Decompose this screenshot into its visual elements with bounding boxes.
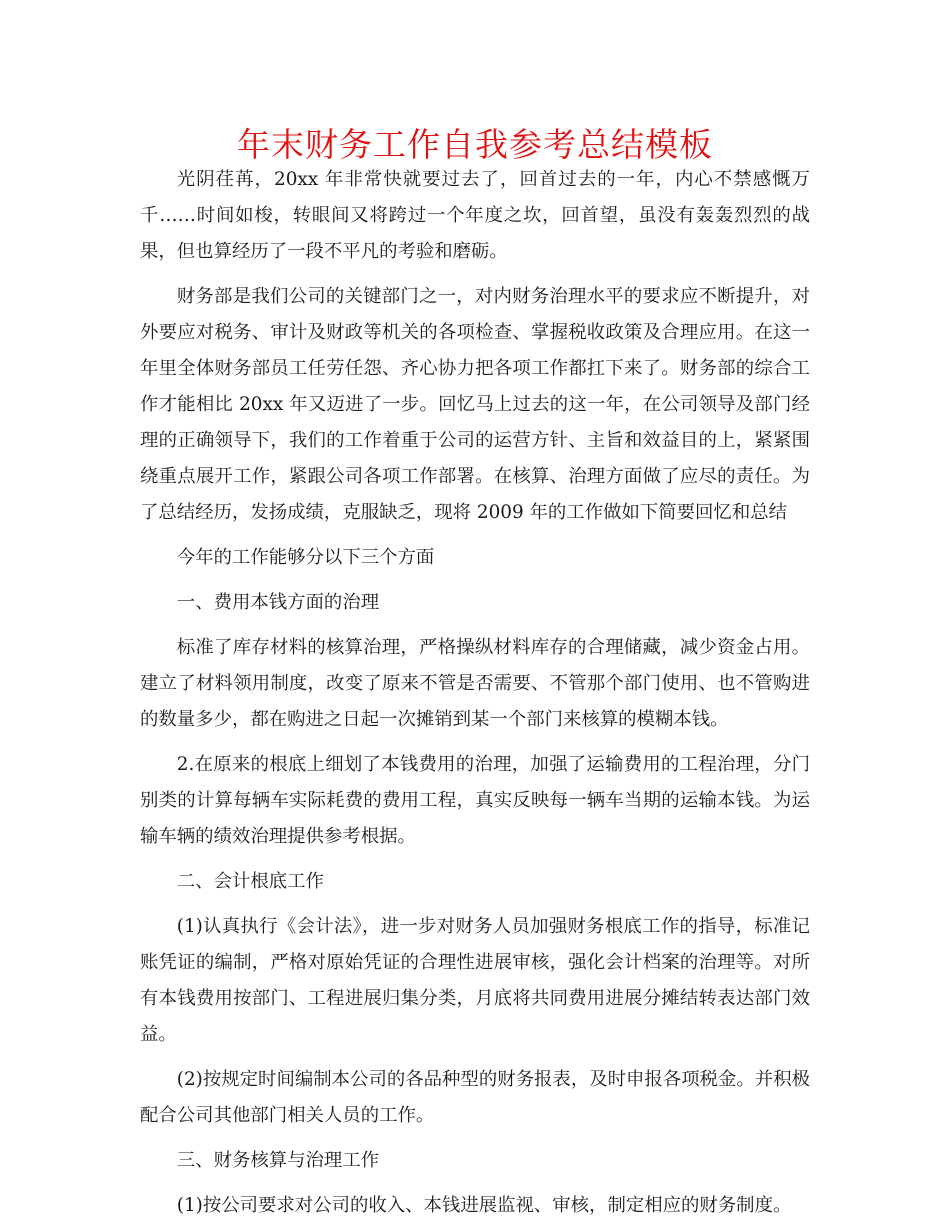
paragraph-gap — [140, 855, 810, 864]
paragraph-accounting-law: (1)认真执行《会计法》，进一步对财务人员加强财务根底工作的指导，标准记账凭证的编制，严格对原始凭证的合理性进展审核，强化会计档案的治理等。对所有本钱费用按部门、工程进展归集分类，月底将共同费用进展分摊结转表达部门效益。 — [140, 916, 810, 1045]
paragraph-reports: (2)按规定时间编制本公司的各品种型的财务报表，及时申报各项税金。并积极配合公司其他部门相关人员的工作。 — [140, 1069, 810, 1126]
section-heading-cost: 一、费用本钱方面的治理 — [176, 592, 380, 613]
paragraph-inventory: 标准了库存材料的核算治理，严格操纵材料库存的合理储藏，减少资金占用。建立了材料领用制度，改变了原来不管是否需要、不管那个部门使用、也不管购进的数量多少，都在购进之日起一次摊销到某一个部门来核算的模糊本钱。 — [140, 637, 810, 730]
paragraph-intro: 光阴荏苒，20xx 年非常快就要过去了，回首过去的一年，内心不禁感慨万千……时间如梭，转眼间又将跨过一个年度之坎，回首望，虽没有轰轰烈烈的战果，但也算经历了一段不平凡的考验和磨砺。 — [140, 169, 810, 262]
paragraph-gap — [140, 621, 810, 630]
paragraph-gap — [140, 1053, 810, 1062]
document-body — [140, 162, 810, 1224]
paragraph-gap — [140, 1179, 810, 1188]
paragraph-overview: 今年的工作能够分以下三个方面 — [176, 547, 435, 568]
paragraph-gap — [140, 531, 810, 540]
paragraph-supervision: (1)按公司要求对公司的收入、本钱进展监视、审核，制定相应的财务制度。 — [176, 1195, 792, 1216]
paragraph-gap — [140, 270, 810, 279]
paragraph-transport: 2.在原来的根底上细划了本钱费用的治理，加强了运输费用的工程治理，分门别类的计算每辆车实际耗费的费用工程，真实反映每一辆车当期的运输本钱。为运输车辆的绩效治理提供参考根据。 — [140, 754, 810, 847]
section-heading-management: 三、财务核算与治理工作 — [176, 1150, 380, 1171]
paragraph-department: 财务部是我们公司的关键部门之一，对内财务治理水平的要求应不断提升，对外要应对税务、审计及财政等机关的各项检查、掌握税收政策及合理应用。在这一年里全体财务部员工任劳任怨、齐心协力把各项工作都扛下来了。财务部的综合工作才能相比 20xx 年又迈进了一步。回忆马上过去的这一年，在公司领导及部门经理的正确领导下，我们的工作着重于公司的运营方针、主旨和效益目的上，紧紧围绕重点展开工作，紧跟公司各项工作部署。在核算、治理方面做了应尽的责任。为了总结经历，发扬成绩，克服缺乏，现将 2009 年的工作做如下简要回忆和总结 — [140, 286, 810, 523]
section-heading-accounting: 二、会计根底工作 — [176, 871, 324, 892]
paragraph-gap — [140, 900, 810, 909]
paragraph-gap — [140, 1134, 810, 1143]
document-title: 年末财务工作自我参考总结模板 — [237, 125, 713, 164]
paragraph-gap — [140, 576, 810, 585]
paragraph-gap — [140, 738, 810, 747]
